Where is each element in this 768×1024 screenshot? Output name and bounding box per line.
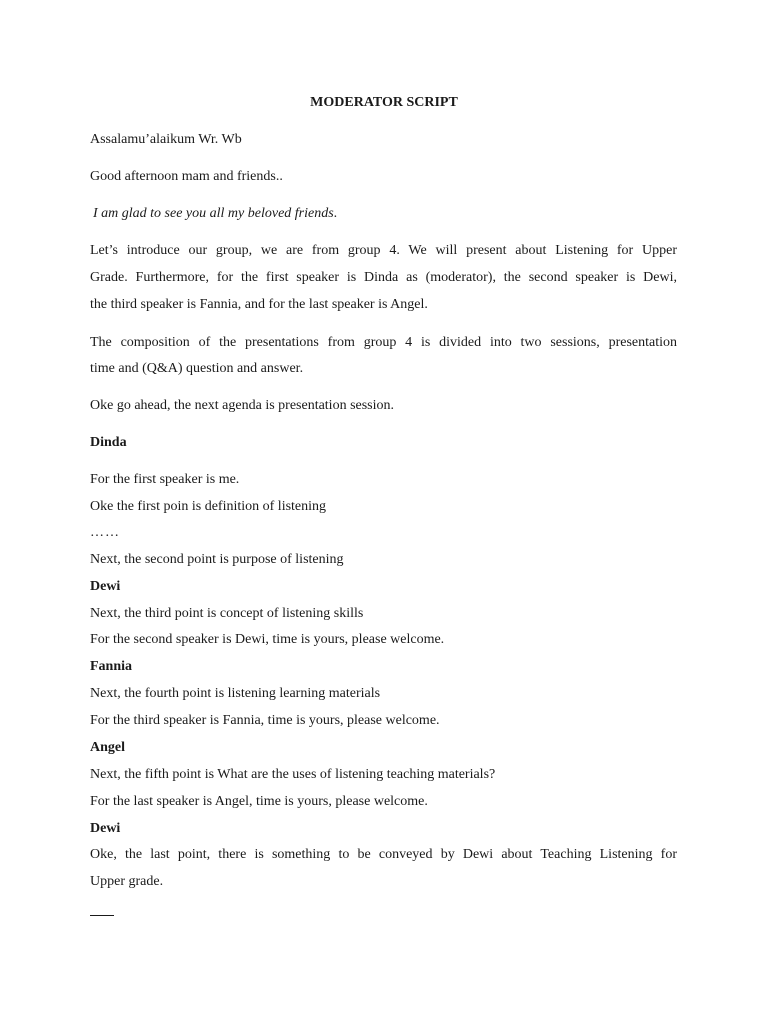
speaker-heading-dewi: Dewi	[90, 579, 121, 594]
glad-text: I am glad to see you all my beloved friends	[93, 206, 334, 221]
fannia-line-1: Next, the fourth point is listening learning materials	[90, 686, 381, 701]
document-title: MODERATOR SCRIPT	[310, 95, 458, 110]
glad-period: .	[333, 206, 338, 221]
agenda-line: Oke go ahead, the next agenda is presentation session.	[90, 398, 395, 413]
dinda-line-2: Oke the first poin is definition of listening	[90, 499, 327, 514]
dots-line: ……	[90, 525, 120, 540]
greeting-line: Assalamu’alaikum Wr. Wb	[90, 132, 242, 147]
good-afternoon-line: Good afternoon mam and friends..	[90, 169, 283, 184]
speaker-heading-dewi-closing: Dewi	[90, 821, 121, 836]
intro-line-2: Grade. Furthermore, for the first speaker is Dinda as (moderator), the second speaker is Dewi,	[90, 270, 677, 285]
intro-line-3: the third speaker is Fannia, and for the last speaker is Angel.	[90, 297, 428, 312]
intro-line-1: Let’s introduce our group, we are from group 4. We will present about Listening for Upper	[90, 243, 677, 258]
end-rule	[90, 915, 114, 916]
speaker-heading-angel: Angel	[90, 740, 125, 755]
angel-line-2: For the last speaker is Angel, time is yours, please welcome.	[90, 794, 428, 809]
speaker-heading-fannia: Fannia	[90, 659, 133, 674]
speaker-heading-dinda: Dinda	[90, 435, 127, 450]
dinda-line-1: For the first speaker is me.	[90, 472, 240, 487]
dewi-line-2: For the second speaker is Dewi, time is yours, please welcome.	[90, 632, 445, 647]
angel-line-1: Next, the fifth point is What are the uses of listening teaching materials?	[90, 767, 496, 782]
composition-line-2: time and (Q&A) question and answer.	[90, 361, 304, 376]
closing-line-1: Oke, the last point, there is something to be conveyed by Dewi about Teaching Listening for	[90, 847, 677, 862]
fannia-line-2: For the third speaker is Fannia, time is yours, please welcome.	[90, 713, 440, 728]
dinda-line-3: Next, the second point is purpose of listening	[90, 552, 344, 567]
glad-line	[93, 205, 337, 223]
dewi-line-1: Next, the third point is concept of listening skills	[90, 606, 364, 621]
closing-line-2: Upper grade.	[90, 874, 164, 889]
composition-line-1: The composition of the presentations from group 4 is divided into two sessions, presentation	[90, 335, 677, 350]
